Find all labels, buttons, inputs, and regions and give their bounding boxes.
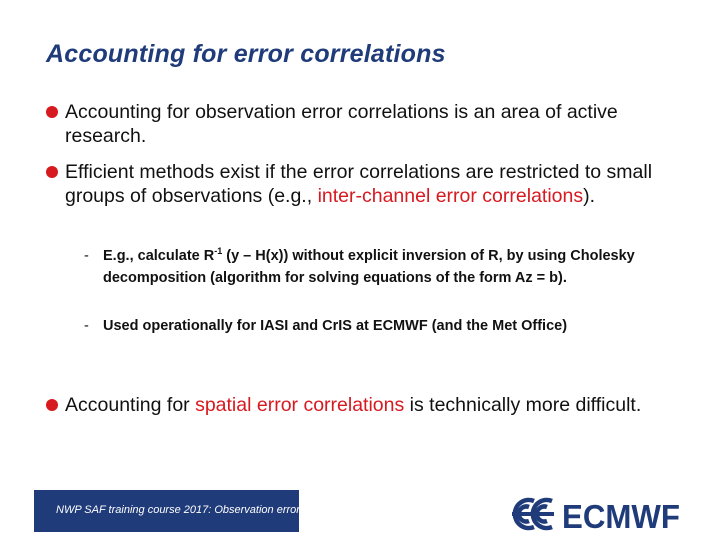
ecmwf-logo-wordmark: ECMWF [562, 498, 680, 534]
subbullet-dash: - [84, 318, 89, 334]
bullet-1-text: Accounting for observation error correlations is an area of active research. [65, 101, 618, 147]
bullet-3-highlight: spatial error correlations [195, 394, 405, 416]
subbullet-1-text [103, 245, 664, 289]
footer-text: NWP SAF training course 2017: Observation errors [56, 504, 306, 516]
bullet-dot-icon [46, 399, 58, 411]
ecmwf-logo [508, 494, 683, 534]
footer-band [34, 490, 306, 532]
bullet-2-text-b: ). [583, 185, 596, 207]
subbullet-2-text: Used operationally for IASI and CrIS at ECMWF (and the Met Office) [103, 318, 568, 334]
bullet-3-text-b: is technically more difficult. [404, 394, 642, 416]
subbullet-1-text-b: (y – H(x)) without explicit inversion of R, by using Cholesky decomposition (algorithm for solving equations of the form Az = b). [103, 248, 635, 286]
bullet-3-text [65, 393, 666, 417]
bullet-2 [46, 160, 666, 208]
subbullet-dash: - [84, 248, 89, 264]
bullet-2-text [65, 160, 666, 208]
bullet-2-text-a: Efficient methods exist if the error correlations are restricted to small groups of observations (e.g., [65, 161, 653, 207]
bullet-3 [46, 393, 666, 417]
bullet-dot-icon [46, 166, 58, 178]
bullet-2-highlight: inter-channel error correlations [317, 185, 584, 207]
slide-title: Accounting for error correlations [46, 40, 446, 68]
bullet-3-text-a: Accounting for [65, 394, 196, 416]
subbullet-1 [84, 245, 664, 289]
subbullet-1-sup: -1 [214, 246, 223, 256]
subbullet-2 [84, 315, 664, 337]
bullet-dot-icon [46, 106, 58, 118]
subbullet-1-text-a: E.g., calculate R [103, 248, 215, 264]
bullet-1 [46, 100, 666, 148]
